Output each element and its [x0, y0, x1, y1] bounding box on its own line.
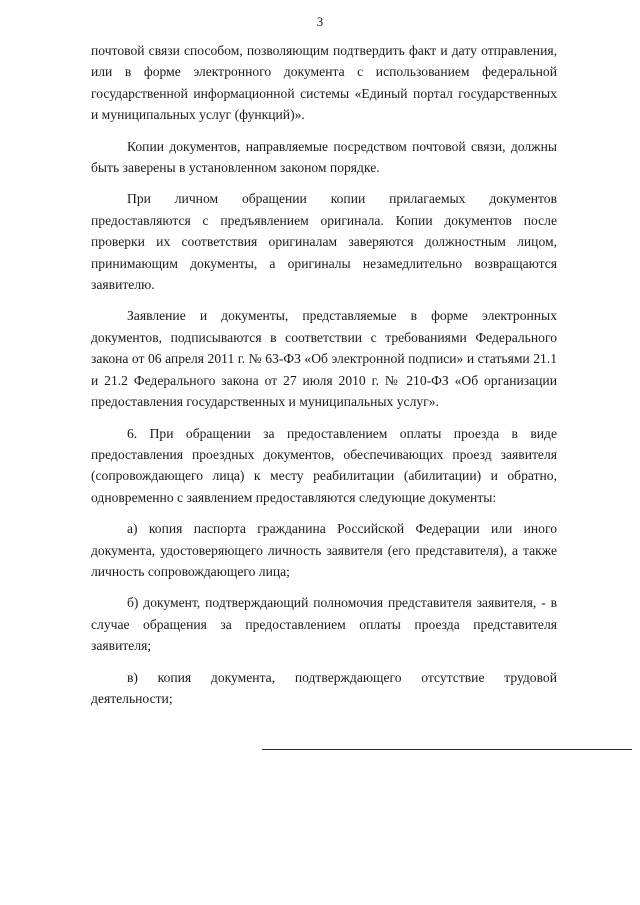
paragraph-personal-visit: При личном обращении копии прилагаемых документов предоставляются с предъявлением оригинала. Копии документов после проверки их соответствия оригиналам заверяются должностным лицом, принимающим документы, а оригиналы незамедлительно возвращаются заявителю.: [91, 191, 557, 293]
list-item-v: в) копия документа, подтверждающего отсутствие трудовой деятельности;: [91, 669, 557, 706]
document-body: [91, 40, 557, 709]
paragraph-continuation: почтовой связи способом, позволяющим подтвердить факт и дату отправления, или в форме электронного документа с использованием федеральной государственной информационной системы «Единый портал государственных и муниципальных услуг (функций)».: [91, 43, 557, 123]
list-item-a: а) копия паспорта гражданина Российской Федерации или иного документа, удостоверяющего личность заявителя (его представителя), а также личность сопровождающего лица;: [91, 521, 557, 579]
list-item-b: б) документ, подтверждающий полномочия представителя заявителя, - в случае обращения за предоставлением оплаты проезда представителя заявителя;: [91, 595, 557, 654]
paragraph-certified-copies: Копии документов, направляемые посредством почтовой связи, должны быть заверены в установленном законом порядке.: [91, 138, 557, 176]
paragraph-electronic-documents: Заявление и документы, представляемые в форме электронных документов, подписываются в соответствии с требованиями Федерального закона от 06 апреля 2011 г. № 63-ФЗ «Об электронной подписи» и статьями 21.1 и 21.2 Федерального закона от 27 июля 2010 г. № 210-ФЗ «Об организации предоставления государственных и муниципальных услуг».: [91, 308, 557, 410]
paragraph-item-6: 6. При обращении за предоставлением оплаты проезда в виде предоставления проездных документов, обеспечивающих проезд заявителя (сопровождающего лица) к месту реабилитации (абилитации) и обратно, одновременно с заявлением предоставляются следующие документы:: [91, 425, 557, 505]
footer-divider: [262, 749, 632, 750]
page-number: 3: [316, 14, 324, 29]
